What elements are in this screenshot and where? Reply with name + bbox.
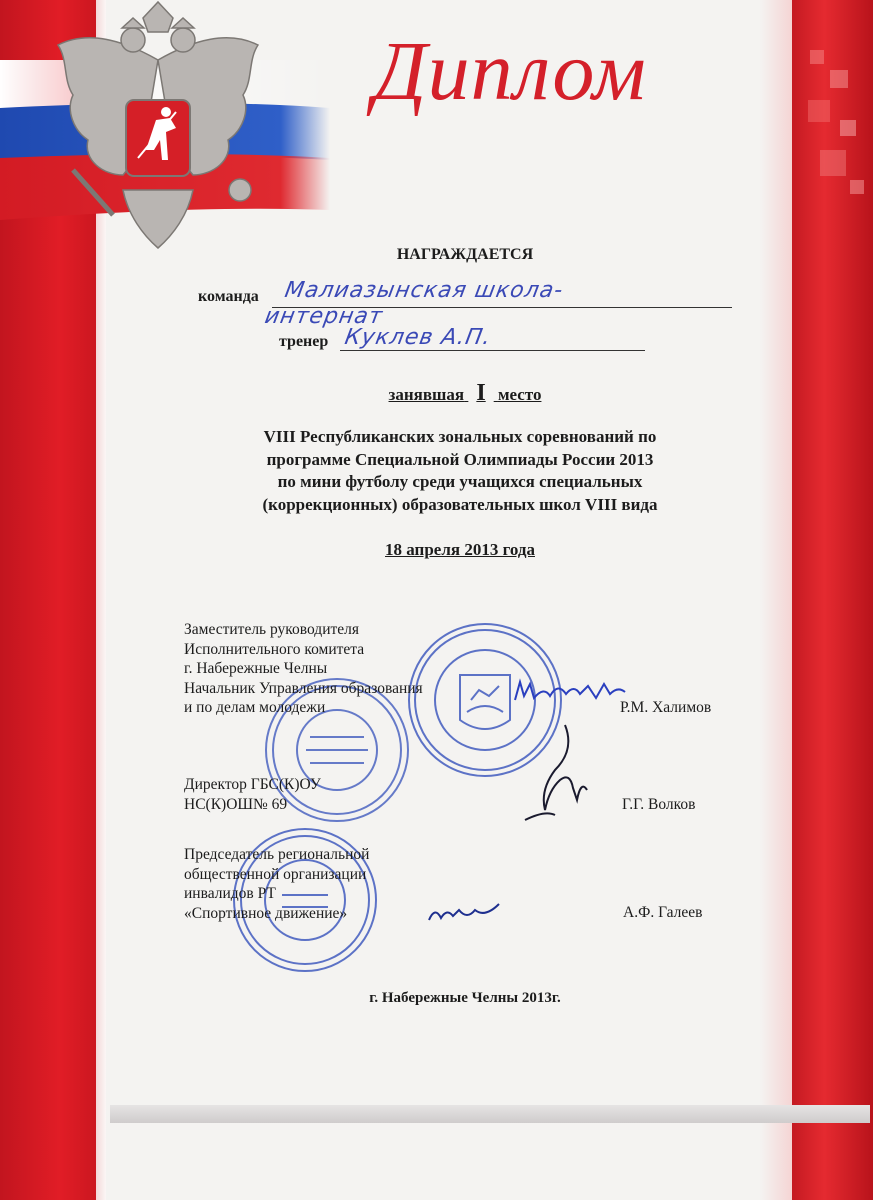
signatory-name: А.Ф. Галеев [623,904,703,921]
right-band-fade [760,0,794,1200]
coach-value: Куклев А.П. [342,325,494,350]
signatory-name: Р.М. Халимов [620,699,712,716]
bottom-gray-strip [110,1105,870,1123]
emblem-icon [28,0,288,260]
place-prefix: занявшая [388,385,465,404]
position-line: «Спортивное движение» [184,904,348,922]
position-line: Директор ГБС(К)ОУ [184,776,321,793]
position-line: Председатель региональной [184,846,370,863]
description-line: программе Специальной Олимпиады России 2013 [266,449,654,469]
right-pattern-decoration [800,40,873,230]
place-number: I [476,380,486,406]
competition-date: 18 апреля 2013 года [385,540,535,559]
place-line [350,380,580,407]
position-line: Заместитель руководителя [184,621,360,638]
position-line: Начальник Управления образования [184,679,423,697]
description-line: (коррекционных) образовательных школ VIII вида [262,494,658,514]
signatory-position [184,620,423,718]
team-label: команда [198,288,259,305]
coach-label: тренер [279,333,329,350]
team-value-line1: Малиазынская школа- [282,278,566,303]
competition-description [200,426,720,516]
position-line: инвалидов РТ [184,885,276,902]
award-heading: НАГРАЖДАЕТСЯ [396,246,534,263]
place-suffix: место [497,385,542,404]
signature-icon [505,720,595,830]
position-line: общественной организации [184,865,367,883]
footer-place-year: г. Набережные Челны 2013г. [369,990,561,1006]
position-line: и по делам молодежи [184,699,326,716]
signatory-name: Г.Г. Волков [622,796,696,813]
signatory-position [184,845,369,923]
signatory-position [184,775,321,814]
position-line: г. Набережные Челны [184,660,328,677]
diploma-title: Диплом [373,25,647,118]
description-line: VIII Республиканских зональных соревнований по [263,427,657,446]
position-line: НС(К)ОШ№ 69 [184,795,288,813]
signature-icon [425,898,505,928]
signature-icon [510,672,630,712]
description-line: по мини футболу среди учащихся специальных [277,472,643,491]
position-line: Исполнительного комитета [184,640,365,658]
team-value-line2: интернат [262,304,385,329]
